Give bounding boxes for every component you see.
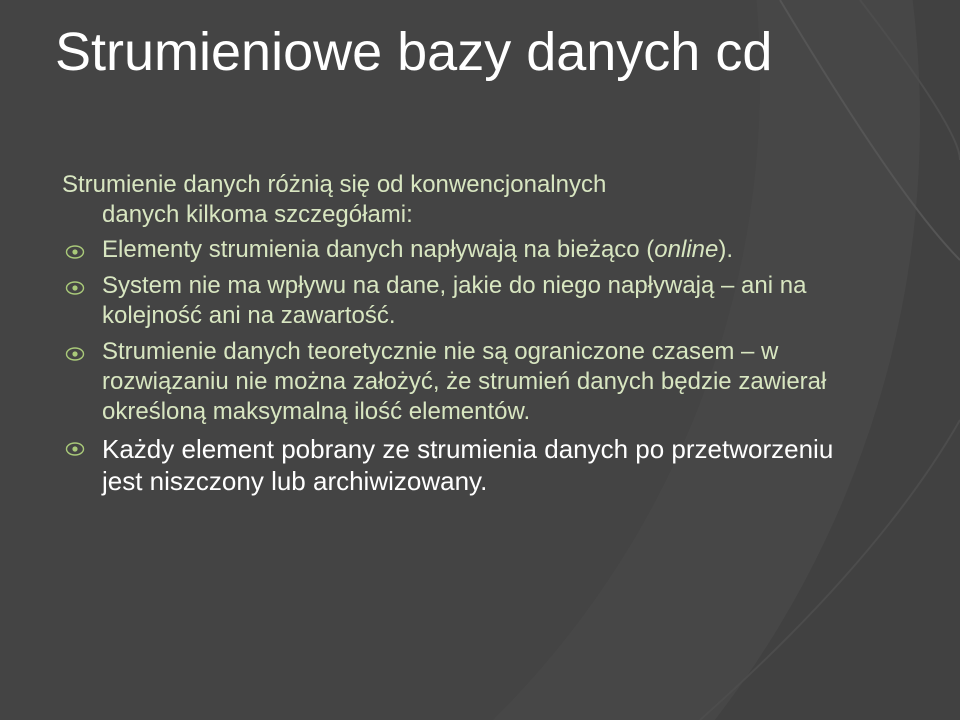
intro-line-1: Strumienie danych różnią się od konwencjonalnych — [62, 171, 607, 198]
bullet-item-1 — [62, 235, 862, 265]
bullet-text-4: Każdy element pobrany ze strumienia danych po przetworzeniu jest niszczony lub archiwizowany. — [102, 434, 834, 496]
bullet-text-1-italic: online — [654, 236, 719, 263]
eye-bullet-icon — [65, 439, 85, 459]
intro-text — [62, 170, 862, 230]
bullet-text-2: System nie ma wpływu na dane, jakie do niego napływają – ani na kolejność ani na zawartość. — [102, 272, 807, 329]
eye-bullet-icon — [65, 242, 85, 262]
bullet-list — [62, 235, 862, 497]
bullet-item-2 — [62, 271, 862, 331]
bullet-text-3: Strumienie danych teoretycznie nie są ograniczone czasem – w rozwiązaniu nie można założyć, że strumień danych będzie zawierał określoną maksymalną ilość elementów. — [102, 338, 827, 425]
slide-title: Strumieniowe bazy danych cd — [55, 22, 773, 82]
bullet-text-1a: Elementy strumienia danych napływają na bieżąco ( — [102, 236, 655, 263]
intro-line-2: danych kilkoma szczegółami: — [102, 201, 413, 228]
eye-bullet-icon — [65, 278, 85, 298]
eye-bullet-icon — [65, 344, 85, 364]
bullet-text-1b: ). — [718, 236, 734, 263]
slide-content — [62, 170, 862, 503]
bullet-item-4 — [62, 433, 862, 497]
bullet-item-3 — [62, 337, 862, 427]
